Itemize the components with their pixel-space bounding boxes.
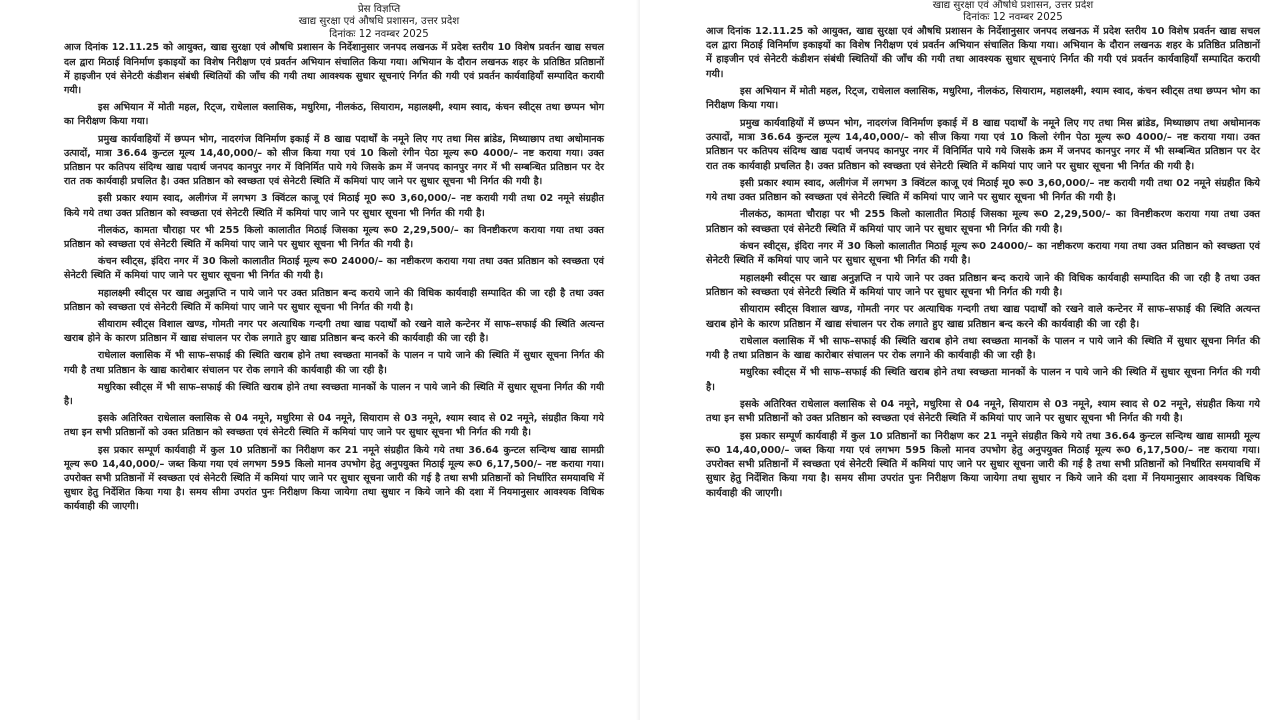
paragraph: इसके अतिरिक्त राधेलाल क्लासिक से 04 नमूने, मधुरिमा से 04 नमूने, सियाराम से 03 नमूने, श्याम स्वाद से 02 नमूने, संग्रहीत किया गये तथा इन सभी प्रतिष्ठानों को उक्त प्रतिष्ठान को स्वच्छता एवं सेनेटरी स्थिति में कमियां पाए जाने पर सुधार सूचना भी निर्गत की गयी है। bbox=[706, 399, 1260, 425]
paragraph: कंचन स्वीट्स, इंदिरा नगर में 30 किलो कालातीत मिठाई मूल्य रू0 24000/– का नष्टीकरण कराया गया तथा उक्त प्रतिष्ठान को स्वच्छता एवं सेनेटरी स्थिति में कमियां पाए जाने पर सुधार सूचना भी निर्गत की गयी है। bbox=[706, 241, 1260, 267]
paragraph: इस अभियान में मोती महल, रिट्ज, राधेलाल क्लासिक, मधुरिमा, नीलकंठ, सियाराम, महालक्ष्मी, श्याम स्वाद, कंचन स्वीट्स तथा छप्पन भोग का निरीक्षण किया गया। bbox=[64, 102, 604, 128]
paragraph: कंचन स्वीट्स, इंदिरा नगर में 30 किलो कालातीत मिठाई मूल्य रू0 24000/– का नष्टीकरण कराया गया तथा उक्त प्रतिष्ठान को स्वच्छता एवं सेनेटरी स्थिति में कमियां पाए जाने पर सुधार सूचना भी निर्गत की गयी है। bbox=[64, 256, 604, 282]
paragraph: प्रमुख कार्यवाहियों में छप्पन भोग, नादरगंज विनिर्माण इकाई में 8 खाद्य पदार्थों के नमूने लिए गए तथा मिस ब्रांडेड, मिथ्याछाप तथा अधोमानक उत्पादों, मात्रा 36.64 कुन्टल मूल्य 14,40,000/– को सीज किया गया एवं 10 किलो रंगीन पेठा मूल्य रू0 4000/– नष्ट कराया गया। उक्त प्रतिष्ठान पर कतिपय संदिग्ध खाद्य पदार्थ जनपद कानपुर नगर में विनिर्मित पाये गये जिसके क्रम में जनपद कानपुर नगर में भी सम्बन्धित प्रतिष्ठान पर देर रात तक कार्यवाही प्रचलित है। उक्त प्रतिष्ठान को स्वच्छता एवं सेनेटरी स्थिति में कमियां पाए जाने पर सुधार सूचना भी निर्गत की गयी है। bbox=[706, 117, 1260, 172]
paragraph: आज दिनांक 12.11.25 को आयुक्त, खाद्य सुरक्षा एवं औषधि प्रशासन के निर्देशानुसार जनपद लखनऊ में प्रदेश स्तरीय 10 विशेष प्रवर्तन खाद्य सचल दल द्वारा मिठाई विनिर्माण इकाइयों का विशेष निरीक्षण एवं प्रवर्तन अभियान संचालित किया गया। अभियान के दौरान लखनऊ शहर के प्रतिष्ठित प्रतिष्ठानों में हाइजीन एवं सेनेटरी कंडीशन संबंधी स्थितियों की जाँच की गयी तथा आवश्यक सुधार सूचनाएं निर्गत की गयी एवं प्रवर्तन कार्यवाहियाँ सम्पादित करायी गयी। bbox=[64, 42, 604, 96]
paragraph: इसके अतिरिक्त राधेलाल क्लासिक से 04 नमूने, मधुरिमा से 04 नमूने, सियाराम से 03 नमूने, श्याम स्वाद से 02 नमूने, संग्रहीत किया गये तथा इन सभी प्रतिष्ठानों को उक्त प्रतिष्ठान को स्वच्छता एवं सेनेटरी स्थिति में कमियां पाए जाने पर सुधार सूचना भी निर्गत की गयी है। bbox=[64, 413, 604, 439]
document-header bbox=[766, 0, 1260, 25]
document-header bbox=[154, 4, 604, 41]
paragraph: सीयाराम स्वीट्स विशाल खण्ड, गोमती नगर पर अत्याधिक गन्दगी तथा खाद्य पदार्थों को रखने वाले कन्टेनर में साफ–सफाई की स्थिति अत्यन्त खराब होने के कारण प्रतिष्ठान में खाद्य संचालन पर रोक लगाते हुए खाद्य प्रतिष्ठान बन्द करने की कार्यवाही की जा रही है। bbox=[706, 304, 1260, 330]
paragraph: महालक्ष्मी स्वीट्स पर खाद्य अनुज्ञप्ति न पाये जाने पर उक्त प्रतिष्ठान बन्द कराये जाने की विधिक कार्यवाही सम्पादित की जा रही है तथा उक्त प्रतिष्ठान को स्वच्छता एवं सेनेटरी स्थिति में कमियां पाए जाने पर सुधार सूचना भी निर्गत की गयी है। bbox=[706, 272, 1260, 298]
paragraph: मधुरिका स्वीट्स में भी साफ–सफाई की स्थिति खराब होने तथा स्वच्छता मानकों के पालन न पाये जाने की स्थिति में सुधार सूचना निर्गत की गयी है। bbox=[64, 381, 604, 407]
department-name: खाद्य सुरक्षा एवं औषधि प्रशासन, उत्तर प्रदेश bbox=[298, 16, 460, 28]
paragraph: इसी प्रकार श्याम स्वाद, अलीगंज में लगभग 3 क्विंटल काजू एवं मिठाई मू0 रू0 3,60,000/– नष्ट करायी गयी तथा 02 नमूने संग्रहीत किये गये तथा उक्त प्रतिष्ठान को स्वच्छता एवं सेनेटरी स्थिति में कमियां पाए जाने पर सुधार सूचना भी निर्गत की गयी है। bbox=[706, 177, 1260, 204]
paragraph: राधेलाल क्लासिक में भी साफ–सफाई की स्थिति खराब होने तथा स्वच्छता मानकों के पालन न पाये जाने की स्थिति में सुधार सूचना निर्गत की गयी है तथा प्रतिष्ठान के खाद्य कारोबार संचालन पर रोक लगाने की कार्यवाही की जा रही है। bbox=[64, 350, 604, 376]
paragraph: मधुरिका स्वीट्स में भी साफ–सफाई की स्थिति खराब होने तथा स्वच्छता मानकों के पालन न पाये जाने की स्थिति में सुधार सूचना निर्गत की गयी है। bbox=[706, 367, 1260, 393]
press-release-copy-right bbox=[640, 0, 1280, 720]
paragraph: इस प्रकार सम्पूर्ण कार्यवाही में कुल 10 प्रतिष्ठानों का निरीक्षण कर 21 नमूने संग्रहीत किये गये तथा 36.64 कुन्टल सन्दिग्ध खाद्य सामग्री मूल्य रू0 14,40,000/– जब्त किया गया एवं लगभग 595 किलो मानव उपभोग हेतु अनुपयुक्त मिठाई मूल्य रू0 6,17,500/– नष्ट कराया गया। उपरोक्त सभी प्रतिष्ठानों में स्वच्छता एवं सेनेटरी स्थिति में कमियां पाए जाने पर सुधार सूचना जारी की गई है तथा सभी प्रतिष्ठानों को निर्धारित समयावधि में सुधार हेतु निर्देशित किया गया है। समय सीमा उपरांत पुनः निरीक्षण किया जायेगा तथा सुधार न किये जाने की दशा में नियमानुसार आवश्यक विधिक कार्यवाही की जाएगी। bbox=[64, 444, 604, 513]
release-title: प्रेस विज्ञप्ति bbox=[357, 4, 401, 15]
paragraph: राधेलाल क्लासिक में भी साफ–सफाई की स्थिति खराब होने तथा स्वच्छता मानकों के पालन न पाये जाने की स्थिति में सुधार सूचना निर्गत की गयी है तथा प्रतिष्ठान के खाद्य कारोबार संचालन पर रोक लगाने की कार्यवाही की जा रही है। bbox=[706, 335, 1260, 362]
paragraph: इस प्रकार सम्पूर्ण कार्यवाही में कुल 10 प्रतिष्ठानों का निरीक्षण कर 21 नमूने संग्रहीत किये गये तथा 36.64 कुन्टल सन्दिग्ध खाद्य सामग्री मूल्य रू0 14,40,000/– जब्त किया गया एवं लगभग 595 किलो मानव उपभोग हेतु अनुपयुक्त मिठाई मूल्य रू0 6,17,500/– नष्ट कराया गया। उपरोक्त सभी प्रतिष्ठानों में स्वच्छता एवं सेनेटरी स्थिति में कमियां पाए जाने पर सुधार सूचना जारी की गई है तथा सभी प्रतिष्ठानों को निर्धारित समयावधि में सुधार हेतु निर्देशित किया गया है। समय सीमा उपरांत पुनः निरीक्षण किया जायेगा तथा सुधार न किये जाने की दशा में नियमानुसार आवश्यक विधिक कार्यवाही की जाएगी। bbox=[706, 430, 1260, 499]
paragraph: आज दिनांक 12.11.25 को आयुक्त, खाद्य सुरक्षा एवं औषधि प्रशासन के निर्देशानुसार जनपद लखनऊ में प्रदेश स्तरीय 10 विशेष प्रवर्तन खाद्य सचल दल द्वारा मिठाई विनिर्माण इकाइयों का विशेष निरीक्षण एवं प्रवर्तन अभियान संचालित किया गया। अभियान के दौरान लखनऊ शहर के प्रतिष्ठित प्रतिष्ठानों में हाइजीन एवं सेनेटरी कंडीशन संबंधी स्थितियों की जाँच की गयी तथा आवश्यक सुधार सूचनाएं निर्गत की गयी एवं प्रवर्तन कार्यवाहियाँ सम्पादित करायी गयी। bbox=[706, 25, 1260, 80]
paragraph: इसी प्रकार श्याम स्वाद, अलीगंज में लगभग 3 क्विंटल काजू एवं मिठाई मू0 रू0 3,60,000/– नष्ट करायी गयी तथा 02 नमूने संग्रहीत किये गये तथा उक्त प्रतिष्ठान को स्वच्छता एवं सेनेटरी स्थिति में कमियां पाए जाने पर सुधार सूचना भी निर्गत की गयी है। bbox=[64, 193, 604, 219]
paragraph: नीलकंठ, कामता चौराहा पर भी 255 किलो कालातीत मिठाई जिसका मूल्य रू0 2,29,500/– का विनष्टीकरण कराया गया तथा उक्त प्रतिष्ठान को स्वच्छता एवं सेनेटरी स्थिति में कमियां पाए जाने पर सुधार सूचना भी निर्गत की गयी है। bbox=[706, 209, 1260, 235]
paragraph: महालक्ष्मी स्वीट्स पर खाद्य अनुज्ञप्ति न पाये जाने पर उक्त प्रतिष्ठान बन्द कराये जाने की विधिक कार्यवाही सम्पादित की जा रही है तथा उक्त प्रतिष्ठान को स्वच्छता एवं सेनेटरी स्थिति में कमियां पाए जाने पर सुधार सूचना भी निर्गत की गयी है। bbox=[64, 287, 604, 313]
paragraph: इस अभियान में मोती महल, रिट्ज, राधेलाल क्लासिक, मधुरिमा, नीलकंठ, सियाराम, महालक्ष्मी, श्याम स्वाद, कंचन स्वीट्स तथा छप्पन भोग का निरीक्षण किया गया। bbox=[706, 86, 1260, 112]
paragraph: नीलकंठ, कामता चौराहा पर भी 255 किलो कालातीत मिठाई जिसका मूल्य रू0 2,29,500/– का विनष्टीकरण कराया गया तथा उक्त प्रतिष्ठान को स्वच्छता एवं सेनेटरी स्थिति में कमियां पाए जाने पर सुधार सूचना भी निर्गत की गयी है। bbox=[64, 224, 604, 250]
release-date: दिनांकः 12 नवम्बर 2025 bbox=[329, 28, 429, 40]
department-name: खाद्य सुरक्षा एवं औषधि प्रशासन, उत्तर प्रदेश bbox=[932, 0, 1094, 11]
release-date: दिनांकः 12 नवम्बर 2025 bbox=[963, 12, 1063, 24]
paragraph: सीयाराम स्वीट्स विशाल खण्ड, गोमती नगर पर अत्याधिक गन्दगी तथा खाद्य पदार्थों को रखने वाले कन्टेनर में साफ–सफाई की स्थिति अत्यन्त खराब होने के कारण प्रतिष्ठान में खाद्य संचालन पर रोक लगाते हुए खाद्य प्रतिष्ठान बन्द करने की कार्यवाही की जा रही है। bbox=[64, 318, 604, 345]
paragraph: प्रमुख कार्यवाहियों में छप्पन भोग, नादरगंज विनिर्माण इकाई में 8 खाद्य पदार्थों के नमूने लिए गए तथा मिस ब्रांडेड, मिथ्याछाप तथा अधोमानक उत्पादों, मात्रा 36.64 कुन्टल मूल्य 14,40,000/– को सीज किया गया एवं 10 किलो रंगीन पेठा मूल्य रू0 4000/– नष्ट कराया गया। उक्त प्रतिष्ठान पर कतिपय संदिग्ध खाद्य पदार्थ जनपद कानपुर नगर में विनिर्मित पाये गये जिसके क्रम में जनपद कानपुर नगर में भी सम्बन्धित प्रतिष्ठान पर देर रात तक कार्यवाही प्रचलित है। उक्त प्रतिष्ठान को स्वच्छता एवं सेनेटरी स्थिति में कमियां पाए जाने पर सुधार सूचना भी निर्गत की गयी है। bbox=[64, 133, 604, 188]
